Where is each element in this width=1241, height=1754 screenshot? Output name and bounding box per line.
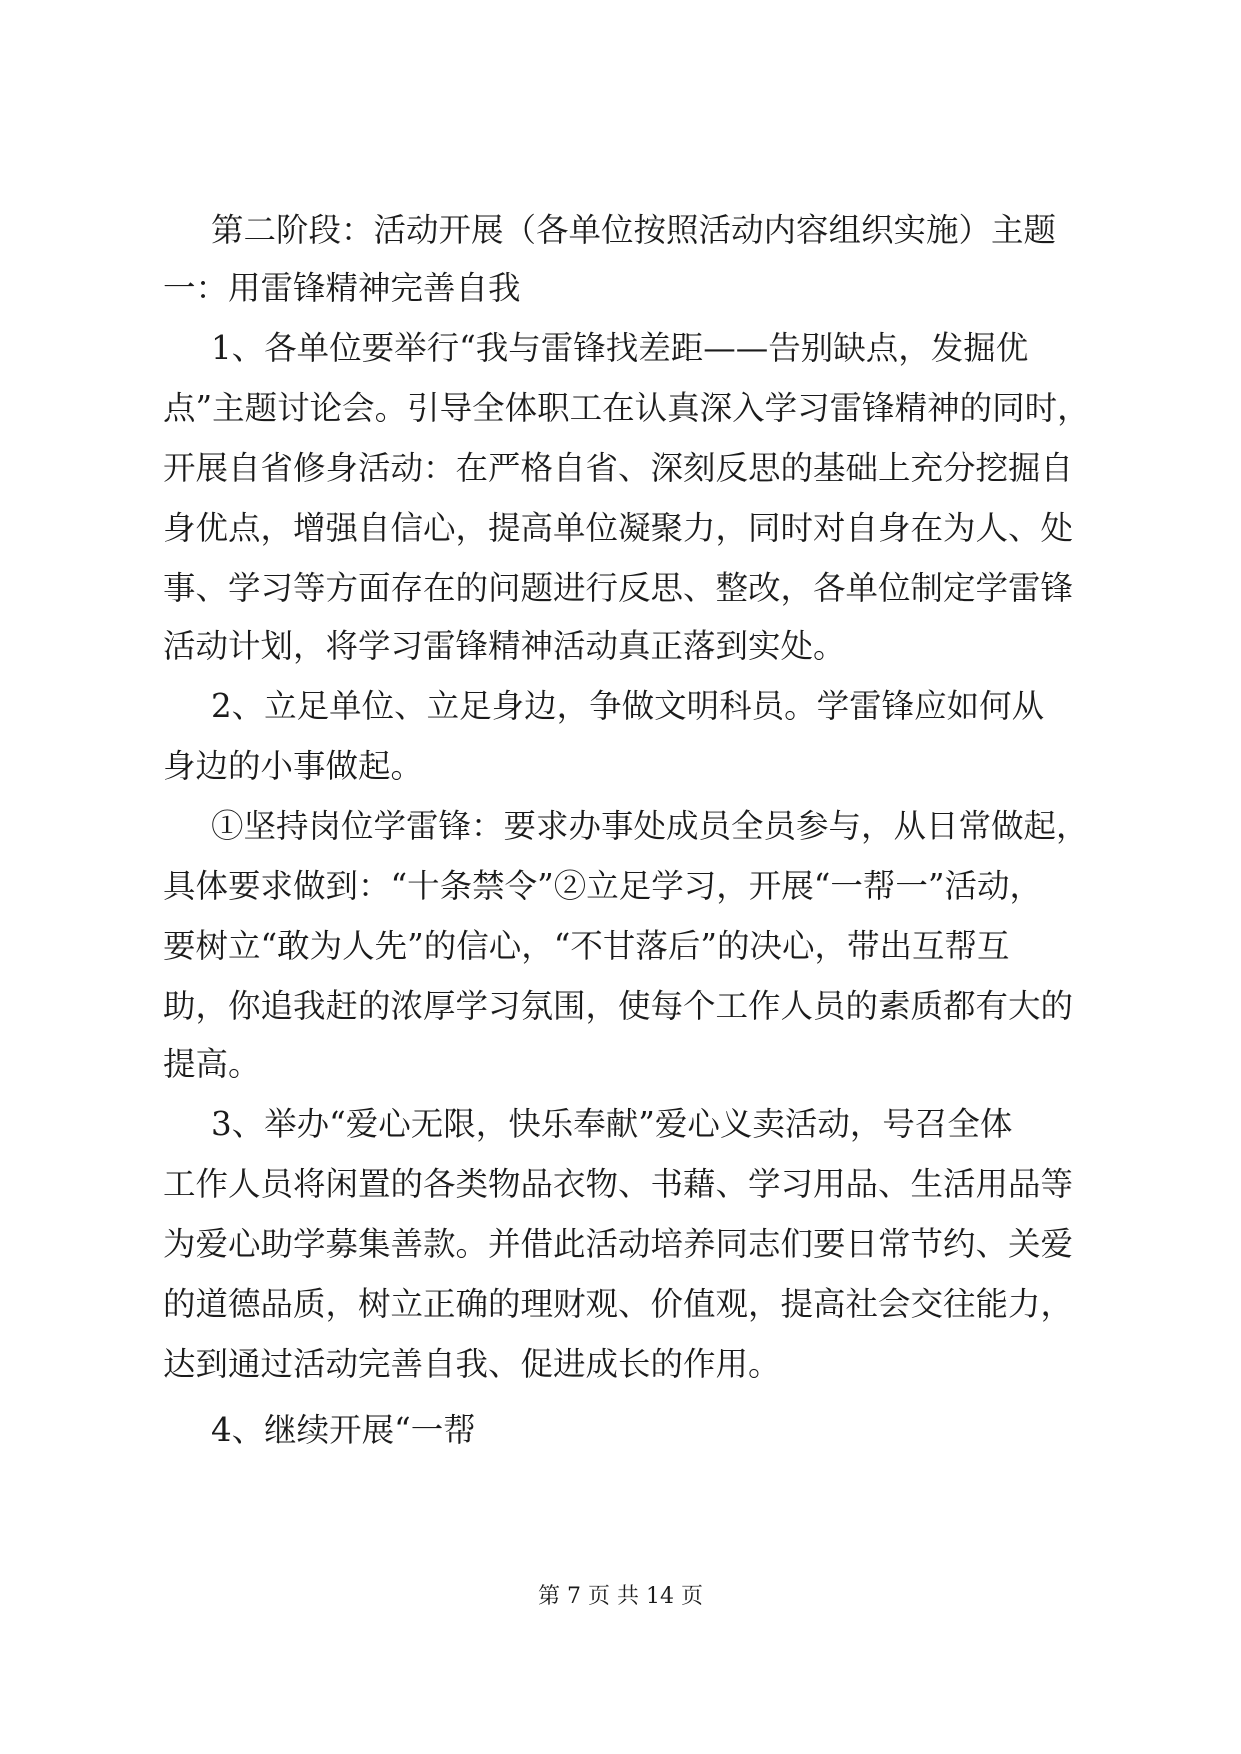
page-number-footer: 第 7 页 共 14 页 — [538, 1584, 703, 1609]
paragraph-line: 助，你追我赶的浓厚学习氛围，使每个工作人员的素质都有大的 — [163, 987, 1074, 1025]
paragraph-line: 身边的小事做起。 — [163, 747, 424, 785]
paragraph-line: 为爱心助学募集善款。并借此活动培养同志们要日常节约、关爱 — [163, 1225, 1074, 1263]
paragraph-line: 具体要求做到：“十条禁令”②立足学习，开展“一帮一”活动， — [163, 867, 1042, 905]
paragraph-line: 工作人员将闲置的各类物品衣物、书藉、学习用品、生活用品等 — [163, 1165, 1074, 1203]
paragraph-line: ①坚持岗位学雷锋：要求办事处成员全员参与，从日常做起， — [211, 807, 1089, 845]
paragraph-line: 1、各单位要举行“我与雷锋找差距——告别缺点，发掘优 — [211, 329, 1029, 367]
paragraph-line: 点”主题讨论会。引导全体职工在认真深入学习雷锋精神的同时， — [163, 389, 1090, 427]
paragraph-line: 的道德品质，树立正确的理财观、价值观，提高社会交往能力， — [163, 1285, 1074, 1323]
paragraph-line: 要树立“敢为人先”的信心，“不甘落后”的决心，带出互帮互 — [163, 927, 1010, 965]
paragraph-line: 身优点，增强自信心，提高单位凝聚力，同时对自身在为人、处 — [163, 509, 1074, 547]
paragraph-line: 3、举办“爱心无限，快乐奉献”爱心义卖活动，号召全体 — [211, 1105, 1013, 1143]
paragraph-line: 达到通过活动完善自我、促进成长的作用。 — [163, 1345, 781, 1383]
paragraph-line: 事、学习等方面存在的问题进行反思、整改，各单位制定学雷锋 — [163, 569, 1074, 607]
paragraph-line: 提高。 — [163, 1045, 261, 1083]
paragraph-line: 4、继续开展“一帮 — [211, 1411, 476, 1449]
paragraph-line: 一：用雷锋精神完善自我 — [163, 269, 521, 307]
paragraph-line: 活动计划，将学习雷锋精神活动真正落到实处。 — [163, 627, 846, 665]
paragraph-line: 2、立足单位、立足身边，争做文明科员。学雷锋应如何从 — [211, 687, 1045, 725]
paragraph-line: 开展自省修身活动：在严格自省、深刻反思的基础上充分挖掘自 — [163, 449, 1074, 487]
paragraph-line: 第二阶段：活动开展（各单位按照活动内容组织实施）主题 — [211, 211, 1057, 249]
